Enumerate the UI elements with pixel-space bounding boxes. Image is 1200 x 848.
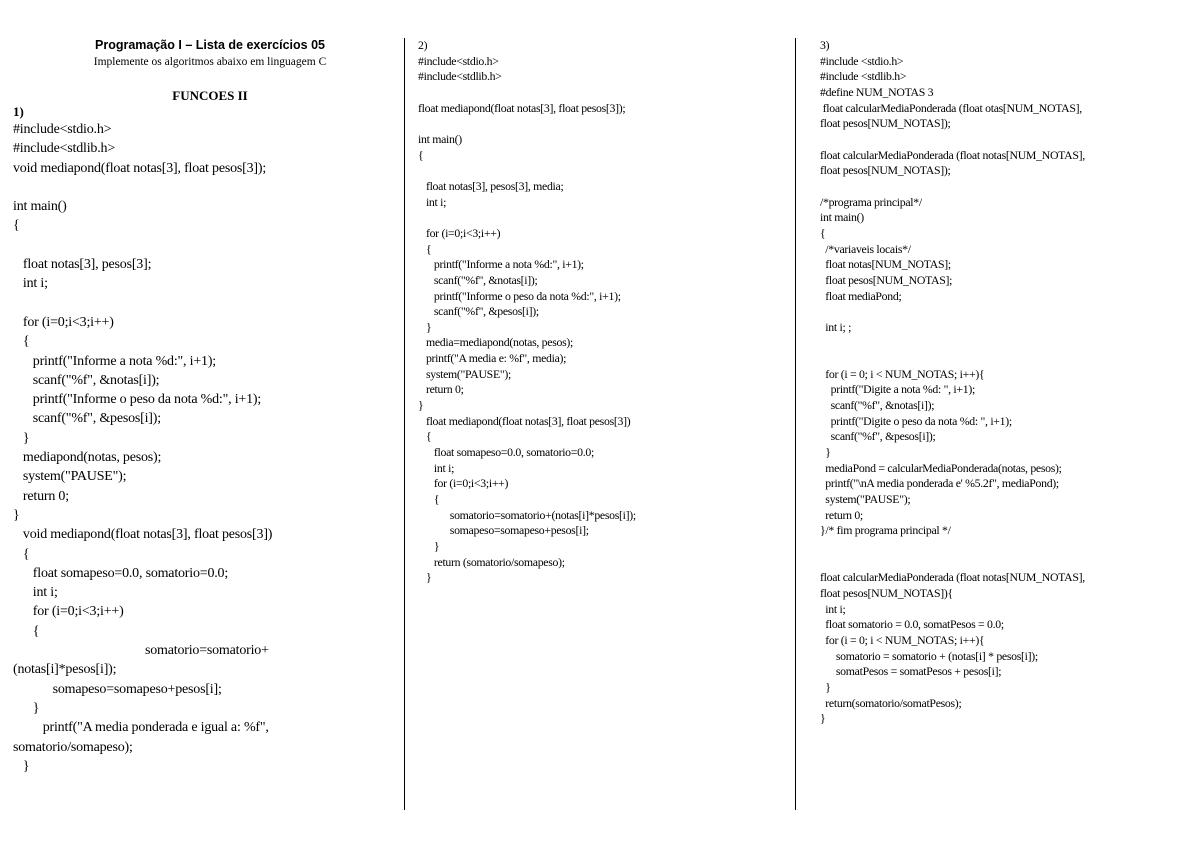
exercise-1-column — [0, 0, 405, 848]
exercise-2-code: 2) #include<stdio.h> #include<stdlib.h> float mediapond(float notas[3], float pesos[3]); int main() { float notas[3], pesos[3], media; int i; for (i=0;i<3;i++) { printf("Informe a nota %d:", i+1); scanf("%f", &notas[i]); printf("Informe o peso da nota %d:", i+1); scanf("%f", &pesos[i]); } media=mediapond(notas, pesos); printf("A media e: %f", media); system("PAUSE"); return 0; } float mediapond(float notas[3], float pesos[3]) { float somapeso=0.0, somatorio=0.0; int i; for (i=0;i<3;i++) { somatorio=somatorio+(notas[i]*pesos[i]); somapeso=somapeso+pesos[i]; } return (somatorio/somapeso); } — [418, 38, 636, 585]
section-heading: FUNCOES II — [172, 88, 248, 103]
column-divider-1 — [404, 38, 405, 810]
exercise-3-code: 3) #include <stdio.h> #include <stdlib.h> #define NUM_NOTAS 3 float calcularMediaPonderada (float otas[NUM_NOTAS], float pesos[NUM_NOTAS]); float calcularMediaPonderada (float notas[NUM_NOTAS], float pesos[NUM_NOTAS]); /*programa principal*/ int main() { /*variaveis locais*/ float notas[NUM_NOTAS]; float pesos[NUM_NOTAS]; float mediaPond; int i; ; for (i = 0; i < NUM_NOTAS; i++){ printf("Digite a nota %d: ", i+1); scanf("%f", &notas[i]); printf("Digite o peso da nota %d: ", i+1); scanf("%f", &pesos[i]); } mediaPond = calcularMediaPonderada(notas, pesos); printf("\nA media ponderada e' %5.2f", mediaPond); system("PAUSE"); return 0; }/* fim programa principal */ float calcularMediaPonderada (float notas[NUM_NOTAS], float pesos[NUM_NOTAS]){ int i; float somatorio = 0.0, somatPesos = 0.0; for (i = 0; i < NUM_NOTAS; i++){ somatorio = somatorio + (notas[i] * pesos[i]); somatPesos = somatPesos + pesos[i]; } return(somatorio/somatPesos); } — [820, 38, 1085, 726]
exercise-1-code: #include<stdio.h> #include<stdlib.h> void mediapond(float notas[3], float pesos[3]); int main() { float notas[3], pesos[3]; int i; for (i=0;i<3;i++) { printf("Informe a nota %d:", i+1); scanf("%f", &notas[i]); printf("Informe o peso da nota %d:", i+1); scanf("%f", &pesos[i]); } mediapond(notas, pesos); system("PAUSE"); return 0; } void mediapond(float notas[3], float pesos[3]) { float somapeso=0.0, somatorio=0.0; int i; for (i=0;i<3;i++) { somatorio=somatorio+ (notas[i]*pesos[i]); somapeso=somapeso+pesos[i]; } printf("A media ponderada e igual a: %f", somatorio/somapeso); } — [13, 122, 273, 774]
column-divider-2 — [795, 38, 796, 810]
document-subtitle: Implemente os algoritmos abaixo em linguagem C — [93, 56, 327, 68]
document-title: Programação I – Lista de exercícios 05 — [95, 38, 325, 52]
exercise-number: 1) — [13, 104, 24, 119]
